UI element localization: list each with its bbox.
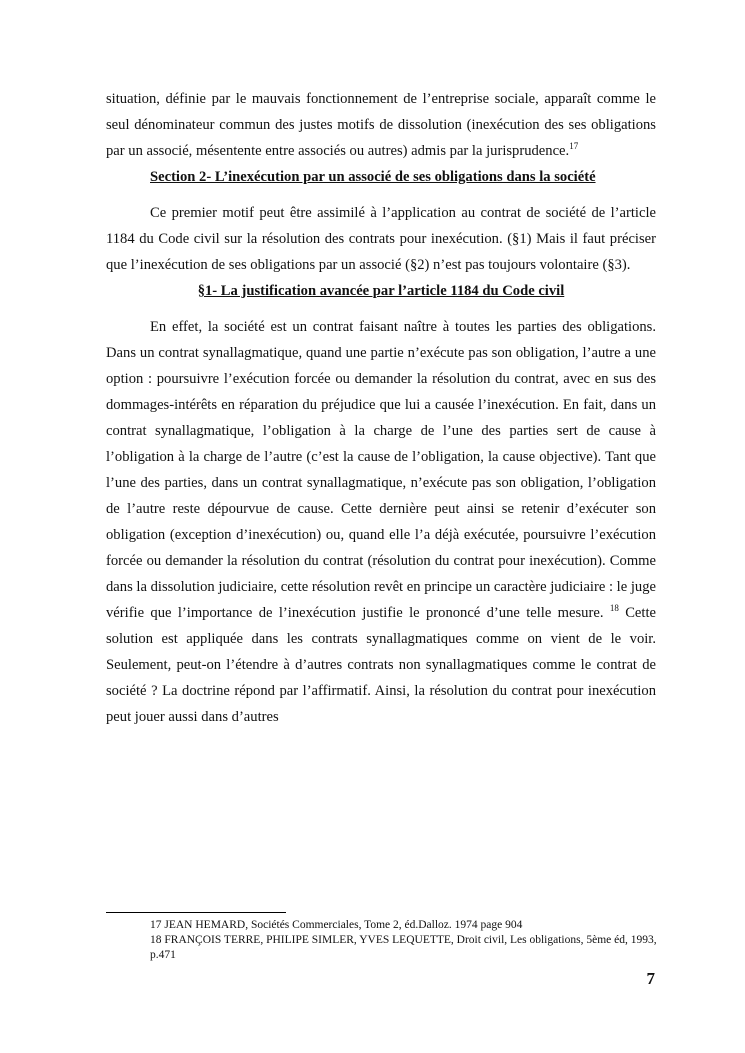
paragraph-section-2: Ce premier motif peut être assimilé à l’application au contrat de société de l’article 1184 du Code civil sur la résolution des contrats pour inexécution. (§1) Mais il faut préciser que l’inexécution de ses obligations par un associé (§2) n’est pas toujours volontaire (§3). — [106, 205, 656, 273]
footnote-17: 17 JEAN HEMARD, Sociétés Commerciales, Tome 2, éd.Dalloz. 1974 page 904 — [150, 919, 523, 931]
paragraph-intro: situation, définie par le mauvais fonctionnement de l’entreprise sociale, apparaît comme le seul dénominateur commun des justes motifs de dissolution (inexécution des ses obligations par un associé, mésentente entre associés ou autres) admis par la jurisprudence.$^{17}$ — [106, 91, 656, 159]
body-text — [106, 86, 656, 730]
section-2-heading: Section 2- L’inexécution par un associé de ses obligations dans la société — [150, 169, 596, 185]
page-number: 7 — [646, 969, 655, 988]
paragraph-1-heading: §1- La justification avancée par l’article 1184 du Code civil — [197, 283, 565, 299]
footnotes — [150, 918, 658, 963]
footnote-18: 18 FRANÇOIS TERRE, PHILIPE SIMLER, YVES LEQUETTE, Droit civil, Les obligations, 5ème éd, 1993, p.471 — [150, 934, 657, 961]
footnote-separator — [106, 912, 286, 913]
footnote-ref-18[interactable]: 18 — [609, 603, 619, 613]
paragraph-justification: En effet, la société est un contrat faisant naître à toutes les parties des obligations. Dans un contrat synallagmatique, quand une partie n’exécute pas son obligation, l’autre a une option : poursuivre l’exécution forcée ou demander la résolution du contrat, avec en sus des dommages-intérêts en réparation du préjudice que lui a causée l’inexécution. En fait, dans un contrat synallagmatique, l’obligation à la charge de l’une des parties sert de cause à l’obligation à la charge de l’autre (c’est la cause de l’obligation, la cause objective). Tant que l’une des parties, dans un contrat synallagmatique, n’exécute pas son obligation, l’obligation de l’autre reste dépourvue de cause. Cette dernière peut ainsi se retenir d’exécuter son obligation (exception d’inexécution) ou, quand elle l’a déjà exécutée, poursuivre l’exécution forcée ou demander la résolution du contrat (résolution du contrat pour inexécution). Comme dans la dissolution judiciaire, cette résolution revêt en principe un caractère judiciaire : le juge vérifie que l’importance de l’inexécution justifie le prononcé d’une telle mesure. $^{18}$ Cette solution est appliquée dans les contrats synallagmatiques comme on vient de le voir. Seulement, peut-on l’étendre à d’autres contrats non synallagmatiques comme le contrat de société ? La doctrine répond par l’affirmatif. Ainsi, la résolution du contrat pour inexécution peut jouer aussi dans d’autres — [106, 319, 656, 725]
footnote-ref-17[interactable]: 17 — [569, 141, 579, 151]
